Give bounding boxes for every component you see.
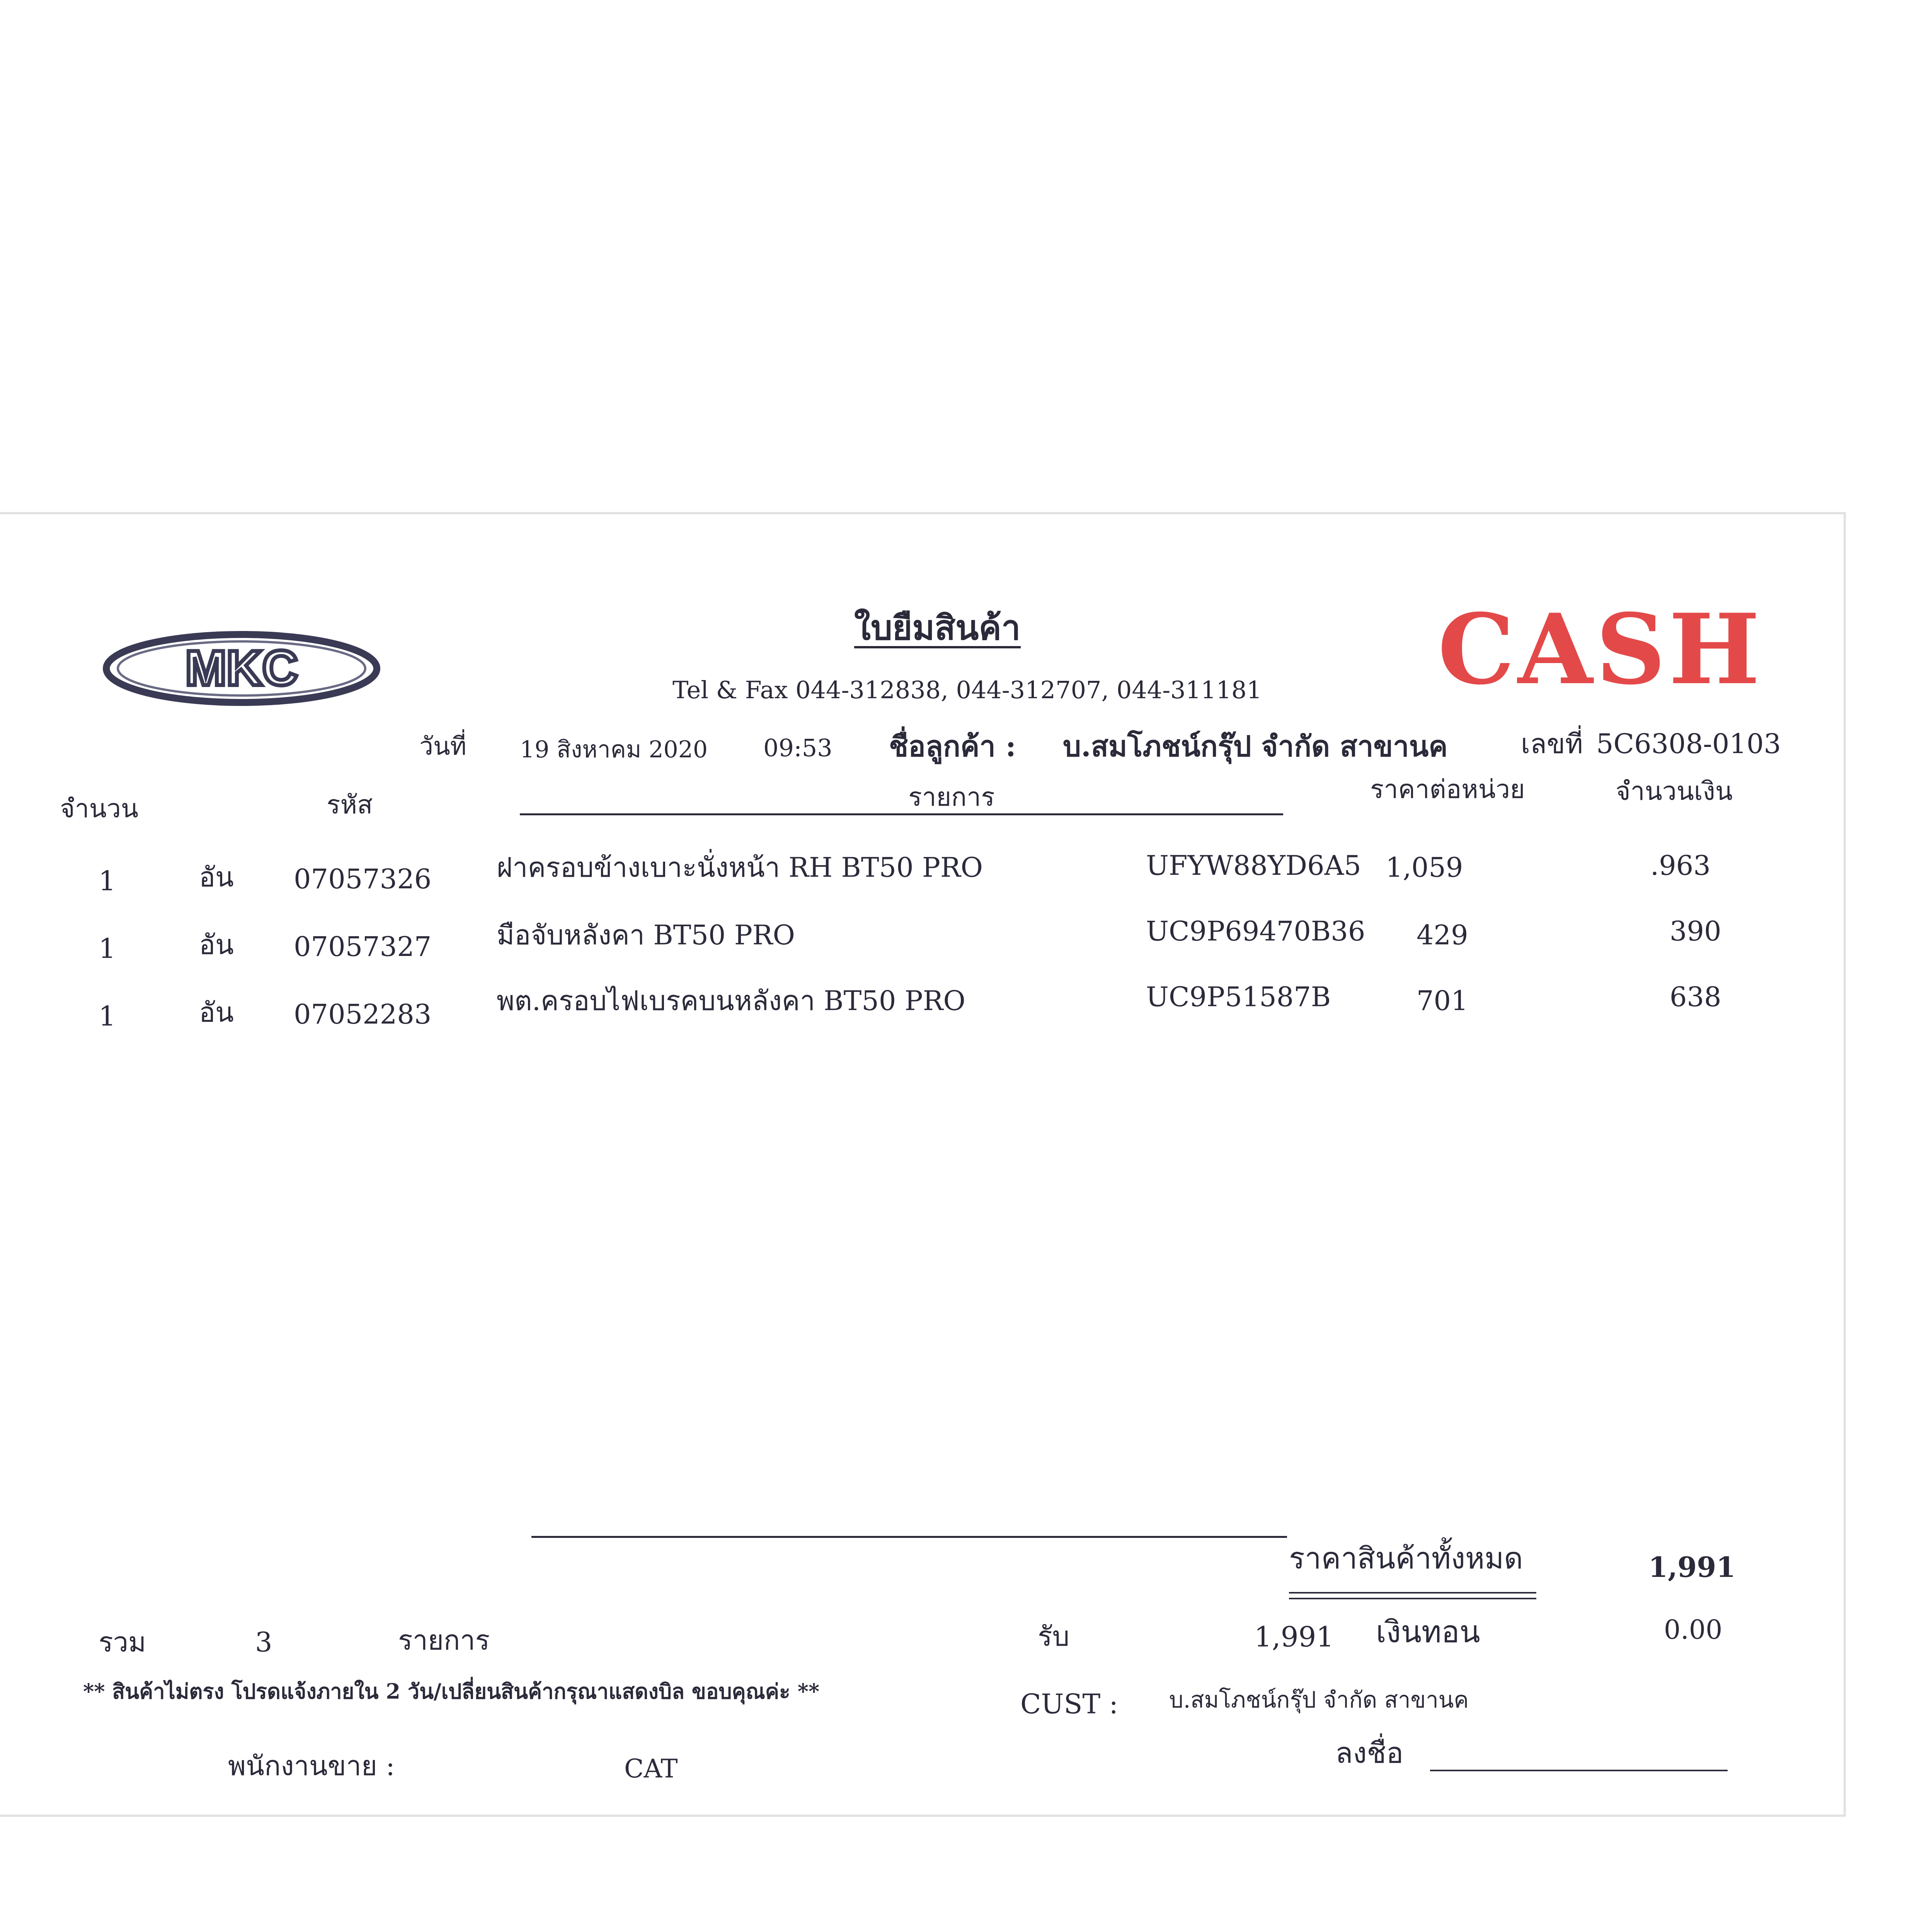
item-desc: ฝาครอบข้างเบาะนั่งหน้า RH BT50 PRO: [497, 852, 983, 883]
item-amount: 390: [1670, 915, 1721, 947]
item-price: 1,059: [1386, 852, 1463, 883]
item-ref: UC9P51587B: [1146, 981, 1331, 1013]
cust-name: บ.สมโภชน์กรุ๊ป จำกัด สาขานค: [1169, 1687, 1469, 1713]
col-unit-price: ราคาต่อหน่วย: [1370, 774, 1525, 804]
sales-name: CAT: [624, 1754, 678, 1784]
total-label: ราคาสินค้าทั้งหมด: [1289, 1541, 1523, 1575]
item-code: 07057327: [294, 931, 432, 963]
item-qty: 1: [99, 1000, 116, 1032]
item-unit: อัน: [199, 997, 234, 1028]
item-amount: 638: [1670, 981, 1721, 1013]
item-qty: 1: [99, 865, 116, 897]
signature-line: [1430, 1770, 1728, 1771]
doc-no: 5C6308-0103: [1596, 728, 1781, 760]
item-price: 429: [1416, 919, 1468, 951]
header-rule: [520, 813, 1283, 815]
item-amount: .963: [1650, 850, 1711, 881]
tel-fax: Tel & Fax 044-312838, 044-312707, 044-311181: [672, 676, 1262, 704]
sum-count: 3: [255, 1626, 272, 1658]
item-ref: UC9P69470B36: [1146, 915, 1365, 947]
total-underline-2: [1289, 1598, 1536, 1599]
item-unit: อัน: [199, 861, 234, 893]
cash-stamp: CASH: [1438, 592, 1763, 706]
sum-label: รวม: [99, 1626, 146, 1658]
change-value: 0.00: [1664, 1615, 1723, 1645]
totals-rule: [531, 1536, 1287, 1538]
customer-label: ชื่อลูกค้า :: [889, 730, 1016, 763]
change-label: เงินทอน: [1376, 1615, 1480, 1650]
cust-label: CUST :: [1020, 1688, 1119, 1720]
sum-unit: รายการ: [398, 1624, 490, 1656]
col-code: รหัส: [327, 790, 373, 820]
time-value: 09:53: [763, 734, 833, 762]
total-underline-1: [1289, 1592, 1536, 1594]
item-desc: พต.ครอบไฟเบรคบนหลังคา BT50 PRO: [497, 985, 965, 1017]
col-qty: จำนวน: [60, 794, 139, 823]
sign-label: ลงชื่อ: [1335, 1736, 1404, 1770]
customer-name: บ.สมโภชน์กรุ๊ป จำกัด สาขานค: [1063, 730, 1448, 763]
date-value: 19 สิงหาคม 2020: [520, 736, 708, 763]
date-label: วันที่: [419, 732, 466, 761]
mkc-logo: [100, 628, 383, 709]
item-ref: UFYW88YD6A5: [1146, 850, 1361, 881]
item-code: 07057326: [294, 863, 432, 895]
document-title: ใบยืมสินค้า: [854, 607, 1021, 648]
item-desc: มือจับหลังคา BT50 PRO: [497, 919, 795, 951]
item-code: 07052283: [294, 998, 432, 1030]
footer-note: ** สินค้าไม่ตรง โปรดแจ้งภายใน 2 วัน/เปลี่ยนสินค้ากรุณาแสดงบิล ขอบคุณค่ะ **: [83, 1679, 820, 1704]
received-label: รับ: [1038, 1621, 1070, 1652]
doc-no-label: เลขที่: [1521, 728, 1583, 760]
received-value: 1,991: [1254, 1621, 1334, 1653]
item-qty: 1: [99, 933, 116, 964]
col-amount: จำนวนเงิน: [1616, 776, 1733, 806]
item-price: 701: [1416, 985, 1468, 1017]
col-desc: รายการ: [908, 782, 995, 812]
total-value: 1,991: [1648, 1551, 1736, 1583]
sales-label: พนักงานขาย :: [228, 1750, 395, 1782]
item-unit: อัน: [199, 929, 234, 961]
svg-text:MKC: MKC: [185, 641, 298, 696]
